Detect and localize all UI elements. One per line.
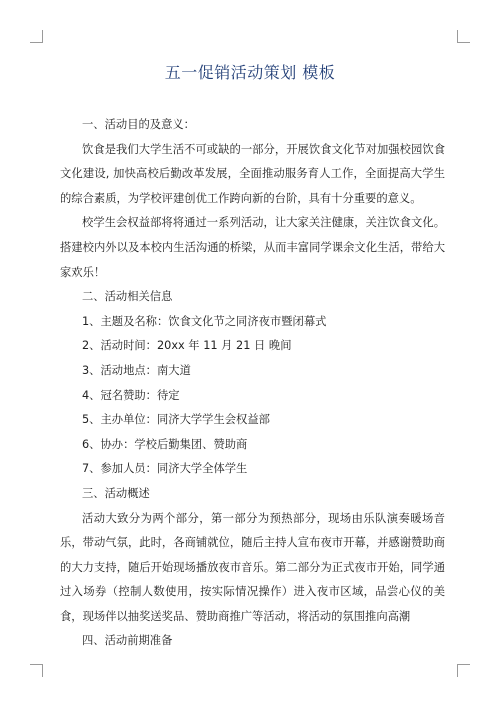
section-heading-3: 三、活动概述: [82, 486, 150, 500]
body-paragraph-3: 活动大致分为两个部分，第一部分为预热部分，现场由乐队演奏暖场音乐，带动气氛，此时，各商铺就位，随后主持人宣布夜市开幕，并感谢赞助商的大力支持，随后开始现场播放夜市音乐。第二部分为正式夜市开始，同学通过入场券（控制人数使用，按实际情况操作）进入夜市区域，品尝心仪的美食，现场伴以抽奖送奖品、赞助商推广等活动，将活动的氛围推向高潮: [60, 511, 445, 623]
document-title: 五一促销活动策划 模板: [164, 63, 336, 82]
info-item-1: 1、主题及名称：饮食文化节之同济夜市暨闭幕式: [82, 314, 327, 328]
body-paragraph-2: 校学生会权益部将将通过一系列活动，让大家关注健康，关注饮食文化。搭建校内外以及本校内生活沟通的桥梁，从而丰富同学课余文化生活，带给大家欢乐！: [60, 216, 445, 279]
corner-crop-mark-top-right: [457, 30, 470, 43]
corner-crop-mark-bottom-right: [457, 664, 470, 677]
section-heading-4: 四、活动前期准备: [82, 634, 173, 648]
corner-crop-mark-top-left: [30, 30, 43, 43]
info-item-6: 6、协办：学校后勤集团、赞助商: [82, 437, 248, 451]
section-heading-1: 一、活动目的及意义：: [82, 118, 195, 131]
body-paragraph-1: 饮食是我们大学生活不可或缺的一部分，开展饮食文化节对加强校园饮食文化建设, 加快高校后勤改革发展，全面推动服务育人工作，全面提高大学生的综合素质，为学校评建创优工作跨向新的台阶，具有十分重要的意义。: [60, 142, 445, 205]
info-item-5: 5、主办单位：同济大学学生会权益部: [82, 413, 270, 427]
corner-crop-mark-bottom-left: [30, 664, 43, 677]
document-body: [60, 113, 445, 654]
info-item-7: 7、参加人员：同济大学全体学生: [82, 462, 248, 476]
info-item-4: 4、冠名赞助：待定: [82, 388, 180, 402]
info-item-2: 2、活动时间：20xx 年 11 月 21 日 晚间: [82, 339, 292, 353]
section-heading-2: 二、活动相关信息: [82, 290, 173, 304]
info-item-3: 3、活动地点：南大道: [82, 363, 191, 377]
